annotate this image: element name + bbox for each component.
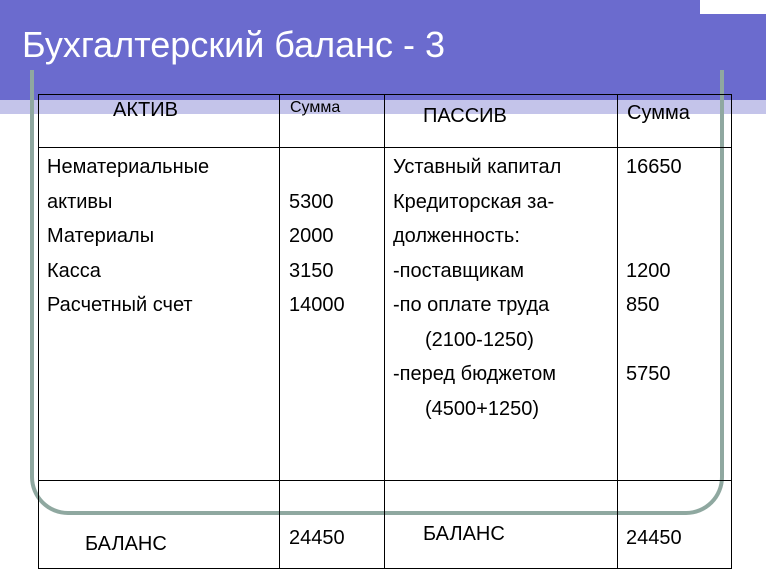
liability-label: -перед бюджетом [393,363,556,385]
asset-total-value: 24450 [289,527,345,549]
liability-total-value-cell [618,481,732,569]
asset-values-cell [280,148,385,481]
liability-value [626,392,731,427]
totals-row [39,481,732,569]
liability-label: Кредиторская за- [393,190,555,213]
liability-label: -по оплате труда [393,294,550,316]
liability-label: -поставщикам [393,259,524,282]
asset-label: Нематериальные [47,156,210,178]
liability-value: 850 [626,294,660,316]
asset-value: 3150 [289,259,334,282]
asset-value: 14000 [289,294,345,316]
corner-tab [700,0,766,14]
asset-total-value-cell [280,481,385,569]
liability-sum-header-cell [618,95,732,148]
liability-sum-header: Сумма [627,102,690,124]
asset-value: 5300 [289,190,334,213]
page-title: Бухгалтерский баланс - 3 [22,24,446,65]
body-row [39,148,732,481]
liability-total-label-cell [385,481,618,569]
asset-labels-cell [39,148,280,481]
liability-total-value: 24450 [626,527,682,549]
liability-label: (4500+1250) [425,397,539,420]
liability-header-cell [385,95,618,148]
asset-label: активы [47,190,113,213]
asset-label: Материалы [47,225,155,247]
liability-label: долженность: [393,225,520,247]
liability-label: Уставный капитал [393,156,562,178]
asset-total-label: БАЛАНС [85,533,167,555]
liability-value: 16650 [626,156,682,178]
asset-value [289,150,384,185]
asset-total-label-cell [39,481,280,569]
liability-value [626,323,731,358]
asset-label: Касса [47,259,101,282]
asset-label: Расчетный счет [47,294,193,316]
asset-header-cell [39,95,280,148]
liability-value: 1200 [626,259,671,282]
liability-value [626,219,731,254]
liability-header: ПАССИВ [423,105,507,127]
asset-sum-header-cell [280,95,385,148]
liability-label: (2100-1250) [425,328,534,351]
liability-value: 5750 [626,363,671,385]
liability-value [626,185,731,220]
asset-value: 2000 [289,225,334,247]
header-row [39,95,732,148]
balance-table [38,94,732,569]
asset-sum-header: Сумма [290,99,341,116]
liability-total-label: БАЛАНС [423,523,505,545]
liability-values-cell [618,148,732,481]
asset-header: АКТИВ [113,99,178,121]
liability-labels-cell [385,148,618,481]
